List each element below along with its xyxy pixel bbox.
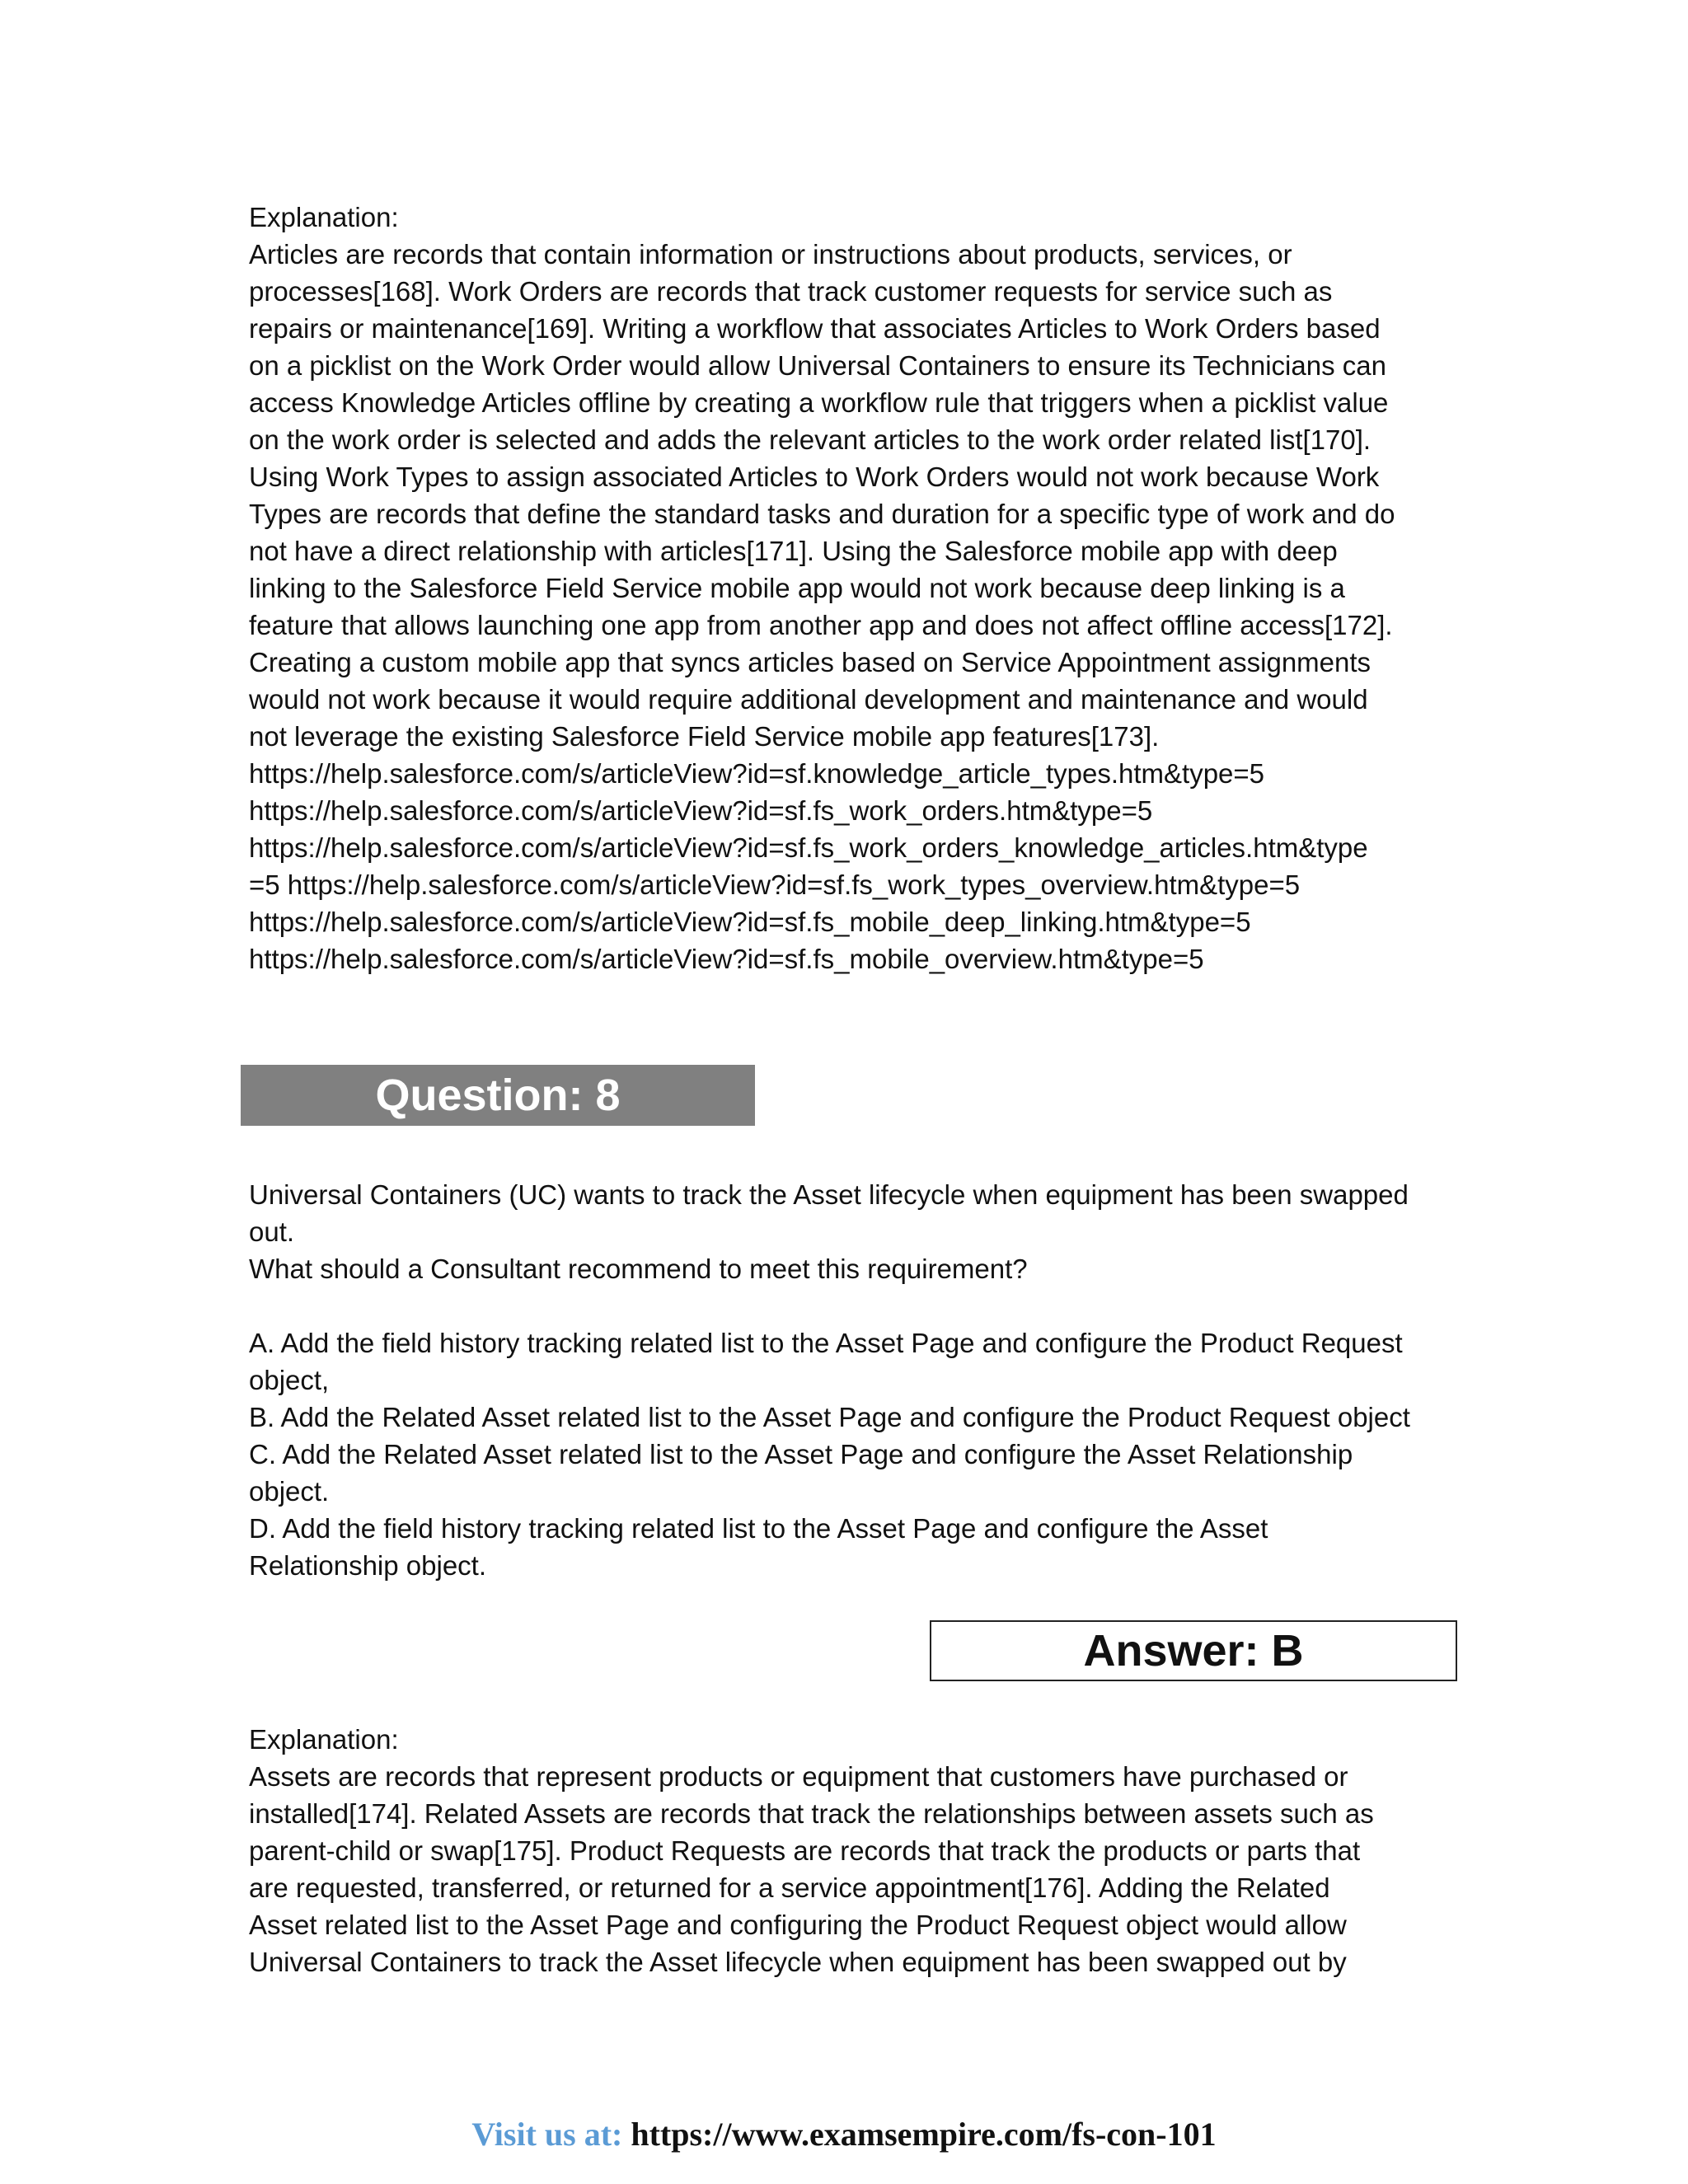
- footer-url-link[interactable]: https://www.examsempire.com/fs-con-101: [631, 2116, 1217, 2153]
- explanation-line: not leverage the existing Salesforce Field Service mobile app features[173].: [249, 721, 1160, 752]
- explanation-line: would not work because it would require additional development and maintenance and would: [249, 684, 1368, 715]
- reference-link[interactable]: https://help.salesforce.com/s/articleView?id=sf.fs_mobile_overview.htm&type=5: [249, 944, 1204, 974]
- explanation-block-1: [249, 199, 1452, 977]
- explanation-heading: Explanation:: [249, 1724, 399, 1755]
- explanation-line: Articles are records that contain information or instructions about products, services, or: [249, 239, 1292, 269]
- explanation-line: processes[168]. Work Orders are records that track customer requests for service such as: [249, 276, 1333, 307]
- explanation-line: feature that allows launching one app from another app and does not affect offline access[172].: [249, 610, 1393, 640]
- explanation-line: on a picklist on the Work Order would allow Universal Containers to ensure its Technicians can: [249, 350, 1386, 381]
- explanation-line: parent-child or swap[175]. Product Requests are records that track the products or parts that: [249, 1835, 1361, 1866]
- reference-link[interactable]: https://help.salesforce.com/s/articleView?id=sf.fs_work_orders_knowledge_articles.htm&type: [249, 832, 1368, 863]
- explanation-line: Using Work Types to assign associated Articles to Work Orders would not work because Work: [249, 462, 1380, 492]
- spacer: [249, 1287, 1452, 1324]
- reference-link[interactable]: https://help.salesforce.com/s/articleView?id=sf.fs_mobile_deep_linking.htm&type=5: [249, 907, 1251, 937]
- option-c-cont: object.: [249, 1476, 330, 1507]
- question-block: [249, 1176, 1452, 1584]
- page-footer: [0, 2114, 1688, 2155]
- explanation-heading: Explanation:: [249, 202, 399, 232]
- question-banner: Question: 8: [241, 1065, 755, 1126]
- option-a: A. Add the field history tracking related list to the Asset Page and configure the Product Request: [249, 1328, 1403, 1358]
- explanation-block-2: [249, 1721, 1452, 1980]
- explanation-line: not have a direct relationship with articles[171]. Using the Salesforce mobile app with deep: [249, 536, 1338, 566]
- explanation-line: access Knowledge Articles offline by creating a workflow rule that triggers when a picklist value: [249, 387, 1389, 418]
- explanation-line: Types are records that define the standard tasks and duration for a specific type of work and do: [249, 499, 1395, 529]
- question-stem-line: out.: [249, 1216, 295, 1247]
- reference-link[interactable]: =5 https://help.salesforce.com/s/articleView?id=sf.fs_work_types_overview.htm&type=5: [249, 869, 1301, 900]
- explanation-line: linking to the Salesforce Field Service mobile app would not work because deep linking is a: [249, 573, 1345, 603]
- explanation-line: Universal Containers to track the Asset lifecycle when equipment has been swapped out by: [249, 1947, 1347, 1977]
- question-stem-line: Universal Containers (UC) wants to track the Asset lifecycle when equipment has been swapped: [249, 1179, 1409, 1210]
- explanation-line: Creating a custom mobile app that syncs articles based on Service Appointment assignments: [249, 647, 1372, 677]
- explanation-line: repairs or maintenance[169]. Writing a workflow that associates Articles to Work Orders based: [249, 313, 1381, 344]
- option-b: B. Add the Related Asset related list to the Asset Page and configure the Product Request object: [249, 1402, 1410, 1432]
- question-stem-line: What should a Consultant recommend to meet this requirement?: [249, 1254, 1028, 1284]
- option-a-cont: object,: [249, 1365, 330, 1395]
- reference-link[interactable]: https://help.salesforce.com/s/articleView?id=sf.knowledge_article_types.htm&type=5: [249, 758, 1265, 789]
- explanation-line: installed[174]. Related Assets are records that track the relationships between assets such as: [249, 1798, 1374, 1829]
- explanation-line: are requested, transferred, or returned for a service appointment[176]. Adding the Related: [249, 1872, 1330, 1903]
- option-d-cont: Relationship object.: [249, 1550, 487, 1581]
- footer-label: Visit us at:: [471, 2116, 631, 2153]
- option-d: D. Add the field history tracking related list to the Asset Page and configure the Asset: [249, 1513, 1268, 1544]
- explanation-line: Asset related list to the Asset Page and configuring the Product Request object would allow: [249, 1910, 1347, 1940]
- reference-link[interactable]: https://help.salesforce.com/s/articleView?id=sf.fs_work_orders.htm&type=5: [249, 795, 1153, 826]
- answer-box: Answer: B: [930, 1620, 1457, 1681]
- explanation-line: on the work order is selected and adds the relevant articles to the work order related list[170].: [249, 424, 1372, 455]
- option-c: C. Add the Related Asset related list to the Asset Page and configure the Asset Relationship: [249, 1439, 1353, 1469]
- explanation-line: Assets are records that represent products or equipment that customers have purchased or: [249, 1761, 1348, 1792]
